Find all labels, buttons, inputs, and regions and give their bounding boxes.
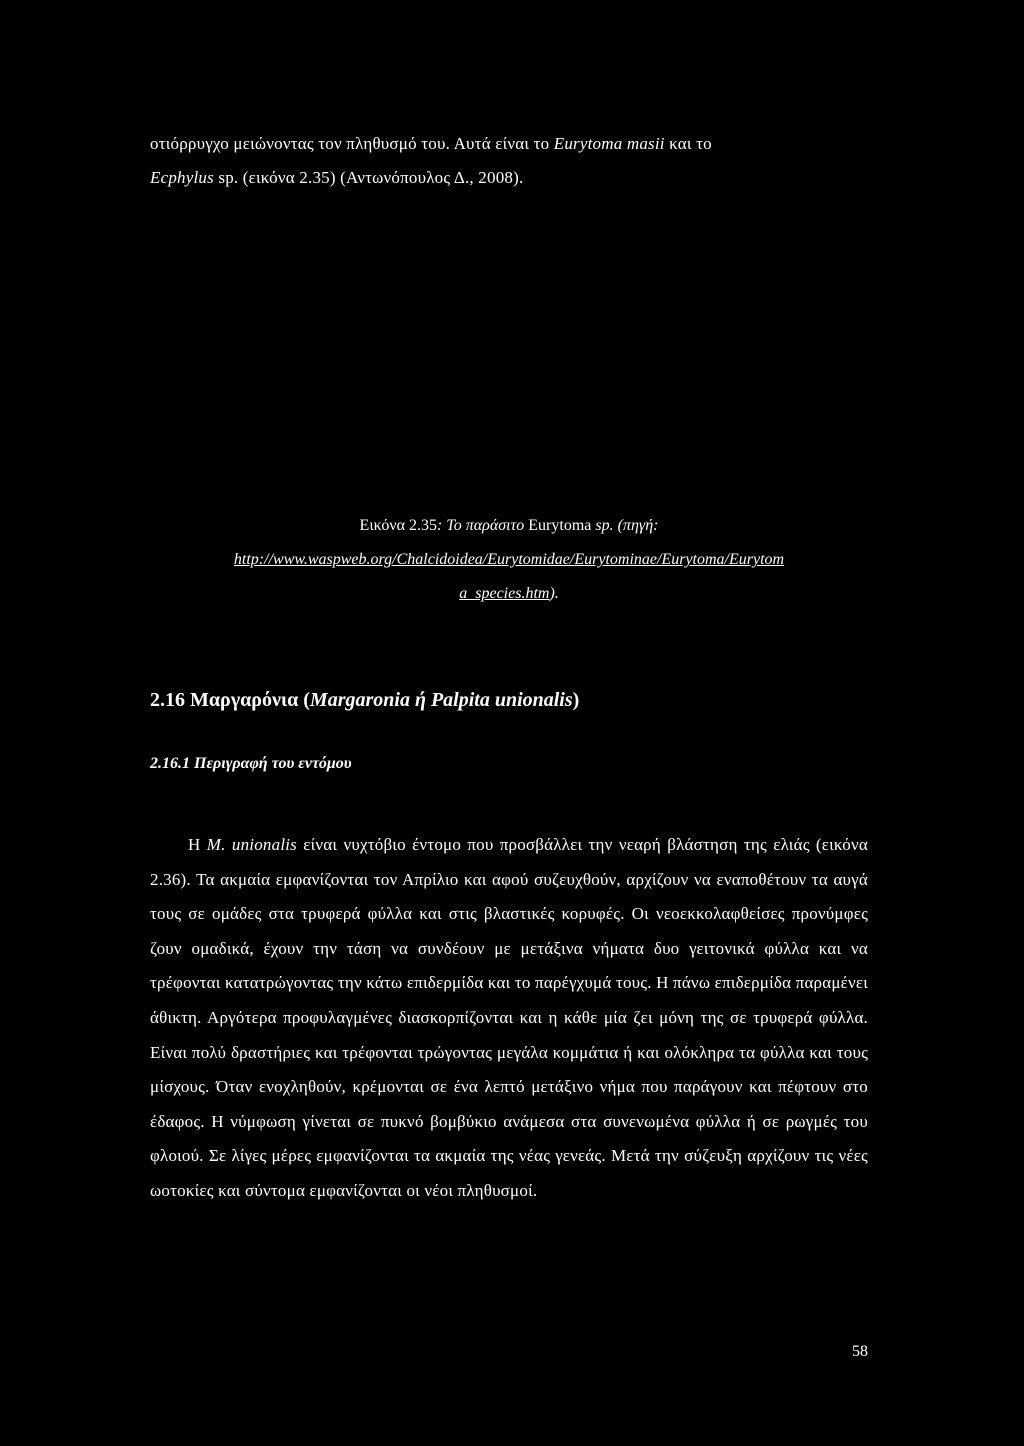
intro-text-1: οτιόρρυγχο μειώνοντας τον πληθυσμό του. Αυτά είναι το	[150, 134, 554, 153]
subsection-heading: 2.16.1 Περιγραφή του εντόμου	[150, 755, 352, 772]
section-latin-2: Palpita unionalis	[430, 689, 573, 711]
body-paragraph	[150, 828, 868, 1209]
caption-suffix: sp. (πηγή:	[591, 517, 659, 534]
body-species: M. unionalis	[206, 835, 297, 854]
figure-caption	[150, 509, 868, 611]
section-close: )	[572, 689, 580, 711]
section-or: ή	[409, 689, 431, 711]
body-text: είναι νυχτόβιο έντομο που προσβάλλει την νεαρή βλάστηση της ελιάς (εικόνα 2.36). Τα ακμαία εμφανίζονται τον Απρίλιο και αφού συζευχθούν, αρχίζουν να εναποθέτουν τα αυγά τους σε ομάδες στα τρυφερά φύλλα και στις βλαστικές κορυφές. Οι νεοεκκολαφθείσες προνύμφες ζουν ομαδικά, έχουν την τάση να συνδέουν με μετάξινα νήματα δυο γειτονικά φύλλα και να τρέφονται κατατρώγοντας την κάτω επιδερμίδα και το παρέγχυμά τους. Η πάνω επιδερμίδα παραμένει άθικτη. Αργότερα προφυλαγμένες διασκορπίζονται και η κάθε μία ζει μόνη της σε τρυφερά φύλλα. Είναι πολύ δραστήριες και τρέφονται τρώγοντας μεγάλα κομμάτια ή και ολόκληρα τα φύλλα και τους μίσχους. Όταν ενοχληθούν, κρέμονται σε ένα λεπτό μετάξινο νήμα που παράγουν και πέφτουν στο έδαφος. Η νύμφωση γίνεται σε πυκνό βομβύκιο ανάμεσα στα συνενωμένα φύλλα ή σε ρωγμές του φλοιού. Σε λίγες μέρες εμφανίζονται τα ακμαία της νέας γενεάς. Μετά την σύζευξη αρχίζουν τις νέες ωοτοκίες και σύντομα εμφανίζονται οι νέοι πληθυσμοί.	[150, 835, 868, 1200]
intro-paragraph	[150, 127, 868, 195]
caption-link-line-2[interactable]	[150, 577, 868, 611]
species-eurytoma-masii: Eurytoma masii	[553, 134, 665, 153]
caption-link-line-1[interactable]	[150, 543, 868, 577]
source-link-part-1[interactable]: http://www.waspweb.org/Chalcidoidea/Eurytomidae/Eurytominae/Eurytoma/Eurytom	[233, 551, 785, 568]
body-lead: Η	[188, 835, 207, 854]
section-title: 2.16 Μαργαρόνια (	[150, 689, 310, 711]
intro-text-2: και το	[664, 134, 712, 153]
caption-text: : Το παράσιτο	[436, 517, 529, 534]
caption-line-1	[150, 509, 868, 543]
section-latin-1: Margaronia	[309, 689, 410, 711]
caption-close: ).	[549, 585, 559, 602]
source-link-part-2[interactable]: a_species.htm	[459, 585, 550, 602]
page-number: 58	[852, 1343, 868, 1360]
caption-label: Εικόνα 2.35	[359, 517, 437, 534]
intro-text-3: sp. (εικόνα 2.35) (Αντωνόπουλος Δ., 2008).	[213, 168, 524, 187]
species-ecphylus: Ecphylus	[150, 168, 214, 187]
caption-genus: Eurytoma	[528, 517, 592, 534]
section-heading	[150, 685, 579, 715]
